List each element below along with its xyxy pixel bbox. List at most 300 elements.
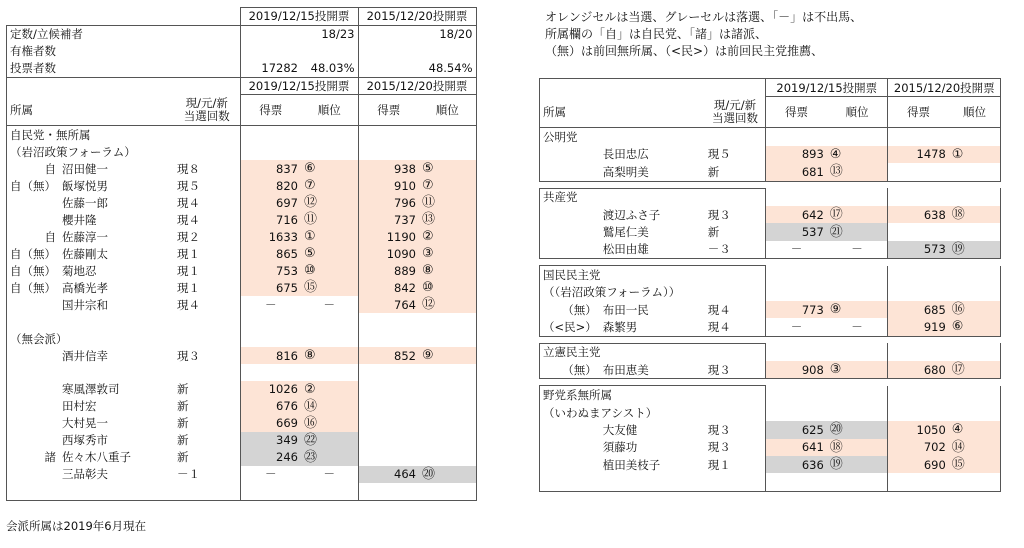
votes-2015 (888, 223, 949, 240)
status-cell: 新 (174, 398, 240, 415)
candidate-name: 佐藤淳一 (62, 229, 108, 244)
group-row (540, 188, 1001, 206)
section-gap (540, 259, 1001, 266)
election-2015-header: 2015/12/20投開票 (888, 79, 1001, 97)
votes-2015: 1190 (358, 228, 419, 245)
rank-circle-2015: ③ (422, 246, 434, 262)
section-gap (540, 336, 1001, 343)
votes-2015 (358, 432, 419, 449)
rank-circle-2019: ⑨ (829, 302, 842, 318)
status-cell: 現３ (705, 439, 766, 456)
quota-2019: 18/23 (240, 25, 358, 42)
party-cell: 自（無） (7, 262, 60, 279)
rank-2019: － (301, 466, 358, 483)
legend-line-2: 所属欄の「自」は自民党、「諸」は諸派、 (545, 27, 768, 41)
candidate-row (540, 163, 1001, 181)
votes-2019: 908 (766, 361, 827, 379)
rank-circle-2015: ⑯ (951, 302, 965, 318)
rank-circle-2015: ⑱ (951, 207, 965, 223)
status-cell: 現３ (705, 421, 766, 438)
rank-2019 (301, 381, 358, 398)
candidate-row (540, 206, 1001, 223)
empty-cell (766, 266, 888, 284)
party-cell (7, 432, 60, 449)
election-2015-header: 2015/12/20投開票 (358, 77, 476, 95)
group-label: 共産党 (540, 188, 766, 206)
candidate-name: 植田美枝子 (602, 457, 661, 472)
rank-2015 (949, 456, 1001, 473)
empty-cell (358, 483, 476, 500)
candidate-row (7, 398, 477, 415)
empty-cell (888, 284, 1001, 301)
candidate-name: 櫻井隆 (62, 212, 97, 227)
party-cell: 自（無） (7, 279, 60, 296)
empty-cell (7, 313, 241, 330)
party-cell (540, 163, 600, 181)
rank-2019 (301, 415, 358, 432)
party-cell (540, 146, 600, 163)
group-label: （（岩沼政策フォーラム）） (540, 284, 766, 301)
gap-cell (540, 336, 1001, 343)
rank-2019 (301, 398, 358, 415)
candidate-name: 森繁男 (600, 318, 705, 336)
votes-2015: 464 (358, 466, 419, 483)
candidate-row (540, 439, 1001, 456)
candidate-row (7, 245, 477, 262)
candidate-name: 田村宏 (62, 399, 97, 414)
empty-cell (888, 386, 1001, 404)
votes-2015: 685 (888, 301, 949, 318)
votes-2019: 1633 (240, 228, 301, 245)
rank-2015 (419, 415, 476, 432)
status-cell: 現３ (174, 347, 240, 364)
empty-cell (358, 126, 476, 143)
party-cell: 自（無） (7, 177, 60, 194)
candidate-name: 沼田健一 (62, 161, 108, 176)
group-row (540, 343, 1001, 361)
votes-2019: 537 (766, 223, 827, 240)
empty-cell (766, 404, 888, 421)
votes-2019: 1026 (240, 381, 301, 398)
candidate-name: 佐藤一郎 (62, 195, 108, 210)
legend-line-1: オレンジセルは当選、グレーセルは落選、「－」は不出馬、 (545, 10, 863, 24)
election-2019-header: 2019/12/15投開票 (240, 8, 358, 26)
empty-cell (766, 343, 888, 361)
rank-2019 (827, 439, 888, 456)
votes-2019: 636 (766, 456, 827, 473)
candidate-row (7, 279, 477, 296)
rank-circle-2015: ⑦ (422, 178, 434, 194)
empty-cell (358, 330, 476, 347)
rank-circle-2015: ⑭ (951, 439, 965, 455)
votes-2019: － (766, 241, 827, 259)
votes-2019: 625 (766, 421, 827, 438)
rank-2015 (419, 347, 476, 364)
party-cell: 自 (7, 160, 60, 177)
party-cell: （無） (540, 361, 600, 379)
rank-2019-header: 順位 (301, 95, 358, 126)
rank-2015 (949, 146, 1001, 163)
candidate-row (7, 466, 477, 483)
rank-circle-2015: ① (951, 146, 964, 162)
empty-cell (358, 143, 476, 160)
votes-2019: 716 (240, 211, 301, 228)
empty-cell (240, 330, 358, 347)
rank-2015-header: 順位 (419, 95, 476, 126)
candidate-name: 大友健 (602, 422, 638, 437)
rank-2019 (827, 146, 888, 163)
votes-2015: 889 (358, 262, 419, 279)
candidate-name: 国井宗和 (62, 297, 108, 312)
votes-2019: 676 (240, 398, 301, 415)
group-label: （いわぬまアシスト） (540, 404, 766, 421)
rank-circle-2015: ⑥ (951, 319, 964, 335)
empty-cell (240, 313, 358, 330)
affiliation-header: 所属 (7, 95, 175, 126)
votes-2019: 753 (240, 262, 301, 279)
rank-2015 (949, 241, 1001, 259)
rank-2019 (301, 432, 358, 449)
rank-circle-2019: ⑯ (304, 415, 318, 431)
votes-2019: 820 (240, 177, 301, 194)
group-label: （岩沼政策フォーラム） (7, 143, 241, 160)
voters-2019: 17282 (261, 61, 298, 76)
group-row (7, 126, 477, 143)
votes-2015 (888, 163, 949, 181)
rank-2015 (419, 296, 476, 313)
votes-2019: 893 (766, 146, 827, 163)
rank-2019 (301, 279, 358, 296)
votes-2019: 681 (766, 163, 827, 181)
status-cell: －１ (174, 466, 240, 483)
votes-2019: － (265, 467, 277, 482)
status-cell: 現４ (174, 296, 240, 313)
candidate-name: 布田一民 (602, 302, 649, 317)
rank-2019 (301, 160, 358, 177)
votes-2015: 1090 (358, 245, 419, 262)
votes-2019: 642 (766, 206, 827, 223)
votes-2015 (358, 381, 419, 398)
rank-circle-2019: ⑧ (304, 348, 316, 364)
empty-cell (766, 473, 888, 491)
status-header: 現/元/新 当選回数 (705, 97, 766, 128)
rank-2019 (827, 421, 888, 438)
candidate-name: 渡辺ふさ子 (602, 207, 661, 222)
quota-label: 定数/立候補者 (7, 25, 241, 42)
votes-2015-header: 得票 (358, 95, 419, 126)
empty-cell (888, 128, 1001, 146)
status-cell: 新 (705, 223, 766, 240)
candidate-row (540, 223, 1001, 240)
rank-circle-2015: ⑤ (422, 161, 434, 177)
rank-2019 (827, 301, 888, 318)
quota-2015: 18/20 (358, 25, 476, 42)
candidate-row (7, 211, 477, 228)
rank-2015-header: 順位 (949, 97, 1001, 128)
party-cell (7, 381, 60, 398)
footnote: 会派所属は2019年6月現在 (6, 519, 147, 533)
status-cell: 現４ (705, 301, 766, 318)
gap-cell (540, 259, 1001, 266)
rank-circle-2015: ⑪ (422, 195, 436, 211)
votes-2015: 737 (358, 211, 419, 228)
votes-2019: 865 (240, 245, 301, 262)
candidate-name: 高橋光孝 (62, 280, 108, 295)
rank-circle-2015: ⑮ (951, 457, 965, 473)
votes-2019: 697 (240, 194, 301, 211)
votes-2019: 675 (240, 279, 301, 296)
rank-2019: － (827, 241, 888, 259)
votes-2019: － (766, 318, 827, 336)
party-cell: 諸 (7, 449, 60, 466)
right-results-table (539, 78, 1001, 492)
empty-cell (888, 188, 1001, 206)
rank-circle-2019: ⑦ (304, 178, 316, 194)
votes-2015: 702 (888, 439, 949, 456)
empty-cell (240, 364, 358, 381)
party-cell (7, 415, 60, 432)
votes-2015: 852 (358, 347, 419, 364)
rank-2019 (301, 194, 358, 211)
empty-cell (240, 483, 358, 500)
status-cell: 現８ (174, 160, 240, 177)
candidate-name: 菊地忍 (62, 263, 97, 278)
candidate-name: 鷲尾仁美 (602, 225, 649, 240)
status-cell: 現４ (174, 194, 240, 211)
votes-2015: 796 (358, 194, 419, 211)
rank-2015 (949, 439, 1001, 456)
votes-2019-header: 得票 (766, 97, 827, 128)
rank-circle-2019: ⑤ (304, 246, 316, 262)
party-cell (7, 466, 60, 483)
blank-row (7, 313, 477, 330)
candidate-name: 飯塚悦男 (62, 178, 108, 193)
candidate-row (7, 228, 477, 245)
rank-2019 (301, 262, 358, 279)
party-cell: （<民>） (540, 318, 600, 336)
blank-row (7, 483, 477, 500)
votes-2015-header: 得票 (888, 97, 949, 128)
rank-2015 (419, 245, 476, 262)
rank-2019 (301, 211, 358, 228)
rank-2015 (949, 301, 1001, 318)
rank-circle-2019: ⑪ (304, 212, 318, 228)
status-cell: 新 (174, 449, 240, 466)
candidate-name: 布田恵美 (600, 361, 705, 379)
votes-2019: 246 (240, 449, 301, 466)
electorate-label: 有権者数 (7, 43, 241, 60)
group-row (540, 284, 1001, 301)
empty-cell (358, 313, 476, 330)
rank-circle-2019: ⑭ (304, 398, 318, 414)
party-cell (540, 421, 600, 438)
status-cell: 現３ (705, 361, 766, 379)
rank-2015 (419, 160, 476, 177)
candidate-row (7, 194, 477, 211)
votes-2015: 638 (888, 206, 949, 223)
votes-2019-header: 得票 (240, 95, 301, 126)
blank-row (7, 364, 477, 381)
rank-2015 (419, 177, 476, 194)
blank-row (540, 473, 1001, 491)
election-2019-header: 2019/12/15投開票 (766, 79, 888, 97)
status-cell: 現４ (705, 318, 766, 336)
candidate-row (540, 361, 1001, 379)
candidate-name: 佐々木八重子 (62, 450, 131, 465)
rank-circle-2015: ⑬ (422, 212, 436, 228)
rank-circle-2019: ⑲ (829, 457, 843, 473)
rank-2019 (301, 228, 358, 245)
votes-2015 (358, 415, 419, 432)
rank-circle-2015: ⑳ (422, 466, 436, 482)
rank-2019 (301, 449, 358, 466)
rank-circle-2019: ⑬ (829, 164, 843, 180)
votes-2015 (358, 398, 419, 415)
rank-circle-2019: ④ (829, 146, 842, 162)
party-cell (7, 194, 60, 211)
party-cell (7, 347, 60, 364)
rank-2019 (827, 163, 888, 181)
candidate-row (540, 241, 1001, 259)
candidate-row (7, 262, 477, 279)
party-cell (540, 456, 600, 473)
candidate-row (540, 301, 1001, 318)
candidate-name: 寒風澤敦司 (62, 382, 120, 397)
candidate-row (7, 449, 477, 466)
party-cell: 自（無） (7, 245, 60, 262)
candidate-name: 西塚秀市 (62, 433, 108, 448)
empty-cell (7, 364, 241, 381)
votes-2015: 573 (888, 241, 949, 259)
section-gap (540, 181, 1001, 188)
rank-circle-2015: ⑨ (422, 348, 434, 364)
votes-2019: 837 (240, 160, 301, 177)
candidate-name: 須藤功 (602, 440, 638, 455)
party-cell (7, 211, 60, 228)
candidate-name: 大村晃一 (62, 416, 108, 431)
votes-2019: 773 (766, 301, 827, 318)
candidate-name: 松田由雄 (600, 241, 705, 259)
status-cell: 現５ (705, 146, 766, 163)
rank-2015 (419, 194, 476, 211)
empty-cell (766, 386, 888, 404)
group-label: 国民民主党 (540, 266, 766, 284)
election-2015-header: 2015/12/20投開票 (358, 8, 476, 26)
votes-2015: 1050 (888, 421, 949, 438)
candidate-row (7, 177, 477, 194)
votes-2019: 816 (240, 347, 301, 364)
rank-2019 (827, 223, 888, 240)
candidate-row (7, 432, 477, 449)
rank-2019: － (301, 296, 358, 313)
group-label: 公明党 (540, 128, 766, 146)
group-label: （無会派） (7, 330, 241, 347)
empty-cell (240, 126, 358, 143)
votes-2019: － (265, 297, 277, 312)
group-row (7, 330, 477, 347)
status-header: 現/元/新 当選回数 (174, 95, 240, 126)
group-row (540, 404, 1001, 421)
empty-cell (358, 364, 476, 381)
rank-circle-2019: ③ (829, 362, 842, 378)
rank-2019 (301, 245, 358, 262)
status-cell: 新 (174, 415, 240, 432)
candidate-row (540, 456, 1001, 473)
rank-circle-2015: ⑲ (951, 241, 965, 257)
empty-cell (888, 404, 1001, 421)
rank-circle-2019: ⑫ (304, 195, 318, 211)
group-label: 自民党・無所属 (7, 126, 241, 143)
rank-circle-2019: ① (304, 229, 316, 245)
empty-cell (540, 473, 766, 491)
party-cell (7, 296, 60, 313)
empty-cell (888, 266, 1001, 284)
rank-2015 (419, 381, 476, 398)
status-cell: 現１ (174, 262, 240, 279)
rank-circle-2015: ② (422, 229, 434, 245)
rank-2015 (419, 228, 476, 245)
rank-2015 (949, 223, 1001, 240)
section-gap (540, 379, 1001, 386)
status-cell: 現２ (174, 228, 240, 245)
group-row (540, 266, 1001, 284)
rank-2015 (419, 211, 476, 228)
rank-circle-2019: ㉓ (304, 449, 318, 465)
rank-2015 (949, 361, 1001, 379)
group-label: 野党系無所属 (540, 386, 766, 404)
candidate-row (540, 421, 1001, 438)
rank-2015 (419, 279, 476, 296)
candidate-row (7, 296, 477, 313)
status-cell: 現１ (174, 245, 240, 262)
votes-2019: 641 (766, 439, 827, 456)
empty-cell (888, 343, 1001, 361)
votes-2015: 938 (358, 160, 419, 177)
votes-2015: 842 (358, 279, 419, 296)
rank-2015 (419, 466, 476, 483)
rank-circle-2019: ㉑ (829, 224, 843, 240)
votes-2015: 680 (888, 361, 949, 379)
gap-cell (540, 181, 1001, 188)
rank-circle-2015: ⑫ (422, 297, 436, 313)
candidate-row (540, 146, 1001, 163)
rank-circle-2019: ⑳ (829, 422, 843, 438)
rank-2015 (949, 421, 1001, 438)
affiliation-header: 所属 (540, 97, 705, 128)
rank-2019-header: 順位 (827, 97, 888, 128)
group-label: 立憲民主党 (540, 343, 766, 361)
status-cell: 新 (705, 163, 766, 181)
status-cell: 新 (174, 432, 240, 449)
votes-2015: 919 (888, 318, 949, 336)
voters-label: 投票者数 (7, 60, 241, 77)
votes-2015: 764 (358, 296, 419, 313)
party-cell (540, 223, 600, 240)
status-cell: 現１ (174, 279, 240, 296)
rank-circle-2019: ⑩ (304, 263, 316, 279)
votes-2015: 690 (888, 456, 949, 473)
gap-cell (540, 379, 1001, 386)
rank-2019 (827, 456, 888, 473)
rank-circle-2019: ⑰ (829, 207, 843, 223)
empty-cell (888, 473, 1001, 491)
status-cell: －３ (705, 241, 766, 259)
empty-cell (240, 143, 358, 160)
rank-circle-2015: ④ (951, 422, 964, 438)
status-cell: 現４ (174, 211, 240, 228)
status-cell: 現５ (174, 177, 240, 194)
votes-2015: 1478 (888, 146, 949, 163)
